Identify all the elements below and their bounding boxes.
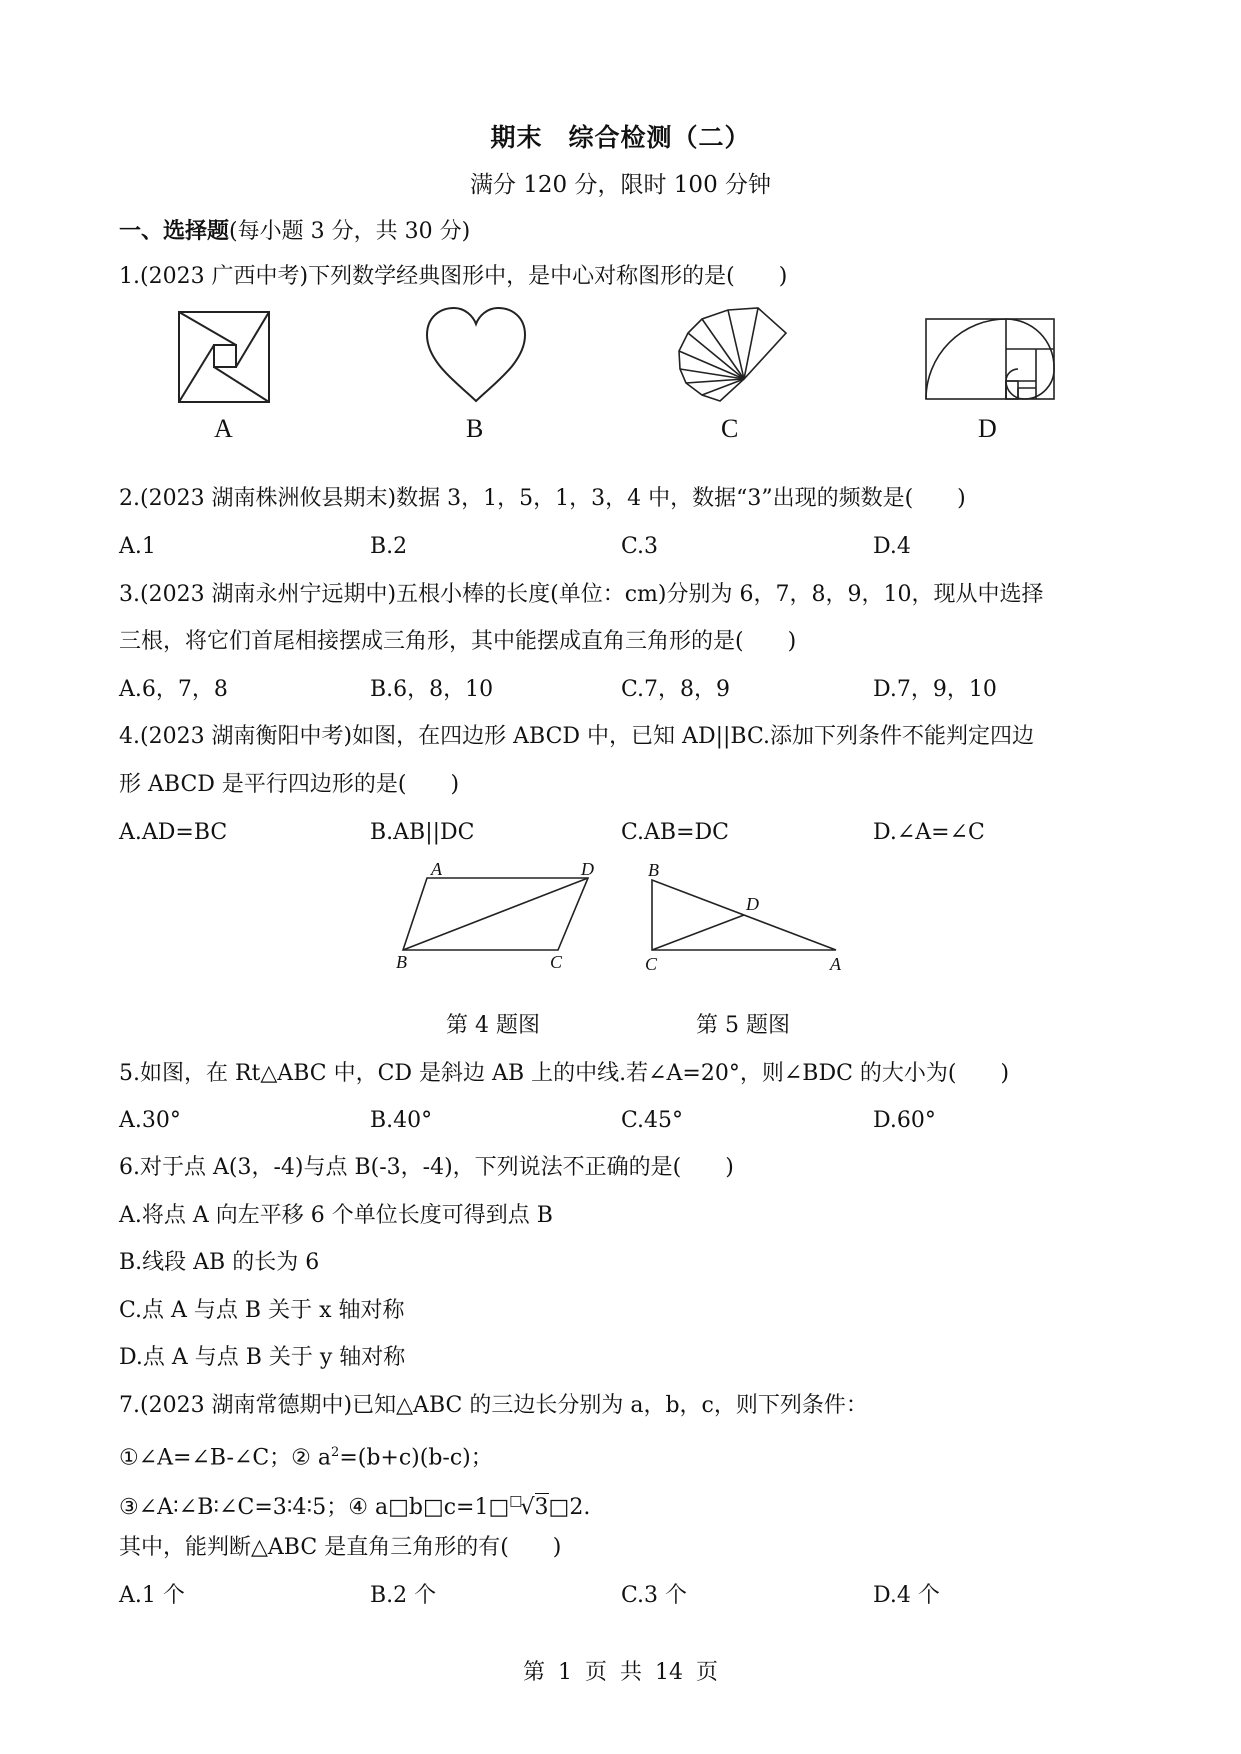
q5-option-d: D.60° <box>873 1108 936 1133</box>
q7-option-b: B.2 个 <box>370 1583 437 1608</box>
q5-stem: 5.如图，在 Rt△ABC 中，CD 是斜边 AB 上的中线.若∠A=20°，则∠BDC 的大小为( ) <box>119 1061 1010 1086</box>
q2-option-b: B.2 <box>370 534 408 559</box>
q2-stem: 2.(2023 湖南株洲攸县期末)数据 3，1，5，1，3，4 中，数据“3”出现的频数是( ) <box>119 486 966 511</box>
q7-stem: 7.(2023 湖南常德期中)已知△ABC 的三边长分别为 a，b，c，则下列条件： <box>119 1393 868 1418</box>
page-subtitle: 满分 120 分，限时 100 分钟 <box>469 172 772 198</box>
q3-option-b: B.6，8，10 <box>370 677 494 702</box>
q4-option-a: A.AD=BC <box>119 820 228 845</box>
q1-figure-a <box>178 311 270 403</box>
q5-option-c: C.45° <box>621 1108 684 1133</box>
q5-point-a: A <box>830 954 841 974</box>
q4-caption: 第 4 题图 <box>446 1013 540 1038</box>
q6-option-a: A.将点 A 向左平移 6 个单位长度可得到点 B <box>119 1203 553 1228</box>
q5-option-b: B.40° <box>370 1108 433 1133</box>
q2-option-a: A.1 <box>119 534 156 559</box>
q7-conditions-1 <box>119 1438 493 1473</box>
q3-option-c: C.7，8，9 <box>621 677 731 702</box>
q5-point-d: D <box>746 894 759 914</box>
page-footer: 第 1 页 共 14 页 <box>523 1660 718 1685</box>
page-title: 期末 综合检测（二） <box>490 123 751 152</box>
q3-option-a: A.6，7，8 <box>119 677 228 702</box>
q4-stem-line1: 4.(2023 湖南衡阳中考)如图，在四边形 ABCD 中，已知 AD||BC.添加下列条件不能判定四边 <box>119 724 1035 749</box>
q1-figure-c <box>676 307 796 403</box>
q3-stem-line1: 3.(2023 湖南永州宁远期中)五根小棒的长度(单位：cm)分别为 6，7，8，9，10，现从中选择 <box>119 582 1044 607</box>
q7-cond1-exponent: 2 <box>331 1445 340 1460</box>
q4-point-b: B <box>396 952 407 972</box>
q1-figure-d <box>925 318 1055 400</box>
q4-option-b: B.AB||DC <box>370 820 475 845</box>
q7-cond2-radicand: 3 <box>534 1495 549 1520</box>
q4-point-a: A <box>431 859 442 879</box>
q7-cube-root-icon: □ <box>509 1493 523 1509</box>
section-title: 一、选择题 <box>119 218 230 244</box>
q5-caption: 第 5 题图 <box>696 1013 790 1038</box>
section-note: (每小题 3 分，共 30 分) <box>229 219 471 244</box>
q1-fig-label-b: B <box>466 414 484 443</box>
radical-sign-icon: √ <box>520 1495 535 1520</box>
q5-point-b: B <box>648 860 659 880</box>
q6-stem: 6.对于点 A(3，-4)与点 B(-3，-4)，下列说法不正确的是( ) <box>119 1155 734 1180</box>
q1-stem: 1.(2023 广西中考)下列数学经典图形中，是中心对称图形的是( ) <box>119 264 788 289</box>
q1-fig-label-c: C <box>721 414 739 443</box>
q4-option-d: D.∠A=∠C <box>873 820 985 845</box>
q7-option-c: C.3 个 <box>621 1583 688 1608</box>
q7-option-a: A.1 个 <box>119 1583 185 1608</box>
q7-question: 其中，能判断△ABC 是直角三角形的有( ) <box>119 1535 562 1560</box>
q4-point-d: D <box>581 859 594 879</box>
q1-fig-label-d: D <box>978 414 997 443</box>
q4-option-c: C.AB=DC <box>621 820 730 845</box>
q6-option-c: C.点 A 与点 B 关于 x 轴对称 <box>119 1298 405 1323</box>
q1-figure-b <box>425 307 527 403</box>
q7-cond1-part2: =(b+c)(b-c)； <box>339 1445 493 1471</box>
q7-cond2-end: □2. <box>548 1495 591 1520</box>
q3-option-d: D.7，9，10 <box>873 677 997 702</box>
q4-point-c: C <box>550 952 563 972</box>
q6-option-d: D.点 A 与点 B 关于 y 轴对称 <box>119 1345 406 1370</box>
q1-fig-label-a: A <box>214 414 233 443</box>
q7-cond2-text: ③∠A∶∠B∶∠C=3∶4∶5；④ a□b□c=1□ <box>119 1495 510 1520</box>
section-heading <box>119 216 470 247</box>
q7-conditions-2 <box>119 1486 590 1523</box>
q5-figure <box>640 860 850 975</box>
q4-figure <box>390 859 610 972</box>
q6-option-b: B.线段 AB 的长为 6 <box>119 1250 320 1275</box>
q7-option-d: D.4 个 <box>873 1583 940 1608</box>
q4-stem-line2: 形 ABCD 是平行四边形的是( ) <box>119 772 460 797</box>
q2-option-d: D.4 <box>873 534 911 559</box>
q7-cond1-part1: ①∠A=∠B-∠C；② a <box>119 1445 332 1471</box>
q5-option-a: A.30° <box>119 1108 181 1133</box>
q2-option-c: C.3 <box>621 534 659 559</box>
q3-stem-line2: 三根，将它们首尾相接摆成三角形，其中能摆成直角三角形的是( ) <box>119 629 797 654</box>
q5-point-c: C <box>645 954 658 974</box>
